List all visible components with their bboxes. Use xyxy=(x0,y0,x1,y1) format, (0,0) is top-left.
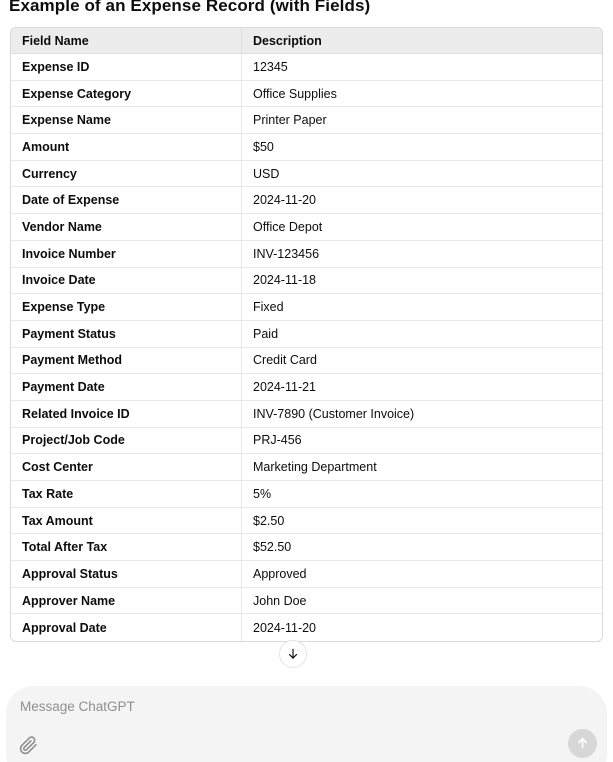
arrow-up-icon xyxy=(575,735,590,753)
field-name-cell: Expense Category xyxy=(11,81,242,108)
field-name-cell: Payment Status xyxy=(11,321,242,348)
table-row xyxy=(11,588,602,615)
field-name-cell: Payment Date xyxy=(11,374,242,401)
table-row xyxy=(11,614,602,641)
table-row xyxy=(11,534,602,561)
field-name-cell: Currency xyxy=(11,161,242,188)
description-cell: $52.50 xyxy=(242,534,602,561)
description-cell: Marketing Department xyxy=(242,454,602,481)
field-name-cell: Tax Amount xyxy=(11,508,242,535)
field-name-cell: Approver Name xyxy=(11,588,242,615)
table-row xyxy=(11,374,602,401)
field-name-cell: Invoice Date xyxy=(11,268,242,295)
description-cell: Office Depot xyxy=(242,214,602,241)
field-name-cell: Expense Type xyxy=(11,294,242,321)
table-row xyxy=(11,454,602,481)
field-name-cell: Approval Date xyxy=(11,614,242,641)
field-name-cell: Project/Job Code xyxy=(11,428,242,455)
field-name-cell: Invoice Number xyxy=(11,241,242,268)
table-row xyxy=(11,214,602,241)
field-name-cell: Expense ID xyxy=(11,54,242,81)
description-cell: $50 xyxy=(242,134,602,161)
table-row xyxy=(11,134,602,161)
table-row xyxy=(11,268,602,295)
description-cell: 2024-11-20 xyxy=(242,187,602,214)
field-name-cell: Payment Method xyxy=(11,348,242,375)
description-cell: USD xyxy=(242,161,602,188)
field-name-cell: Approval Status xyxy=(11,561,242,588)
table-row xyxy=(11,321,602,348)
description-cell: 5% xyxy=(242,481,602,508)
field-name-cell: Vendor Name xyxy=(11,214,242,241)
description-cell: PRJ-456 xyxy=(242,428,602,455)
field-name-cell: Cost Center xyxy=(11,454,242,481)
table-row xyxy=(11,54,602,81)
table-row xyxy=(11,481,602,508)
table-row xyxy=(11,508,602,535)
description-cell: INV-123456 xyxy=(242,241,602,268)
paperclip-icon xyxy=(19,736,38,758)
message-input[interactable]: Message ChatGPT xyxy=(20,699,135,714)
scroll-to-bottom-button[interactable] xyxy=(279,640,307,668)
description-cell: 2024-11-21 xyxy=(242,374,602,401)
message-composer[interactable] xyxy=(6,686,607,762)
description-cell: Office Supplies xyxy=(242,81,602,108)
description-cell: Paid xyxy=(242,321,602,348)
field-name-cell: Amount xyxy=(11,134,242,161)
field-name-cell: Tax Rate xyxy=(11,481,242,508)
table-header-row xyxy=(11,28,602,54)
table-row xyxy=(11,428,602,455)
description-cell: $2.50 xyxy=(242,508,602,535)
column-header-field-name: Field Name xyxy=(11,28,242,54)
table-row xyxy=(11,348,602,375)
description-cell: 12345 xyxy=(242,54,602,81)
field-name-cell: Date of Expense xyxy=(11,187,242,214)
table-row xyxy=(11,401,602,428)
table-row xyxy=(11,561,602,588)
field-name-cell: Total After Tax xyxy=(11,534,242,561)
field-name-cell: Expense Name xyxy=(11,107,242,134)
field-name-cell: Related Invoice ID xyxy=(11,401,242,428)
table-row xyxy=(11,241,602,268)
expense-record-table xyxy=(10,27,603,642)
table-row xyxy=(11,294,602,321)
description-cell: John Doe xyxy=(242,588,602,615)
table-row xyxy=(11,81,602,108)
column-header-description: Description xyxy=(242,28,602,54)
description-cell: INV-7890 (Customer Invoice) xyxy=(242,401,602,428)
description-cell: Approved xyxy=(242,561,602,588)
description-cell: Credit Card xyxy=(242,348,602,375)
description-cell: 2024-11-20 xyxy=(242,614,602,641)
description-cell: Printer Paper xyxy=(242,107,602,134)
attach-file-button[interactable] xyxy=(14,733,42,761)
send-button[interactable] xyxy=(568,729,597,758)
table-row xyxy=(11,161,602,188)
description-cell: Fixed xyxy=(242,294,602,321)
arrow-down-icon xyxy=(286,647,300,661)
page-title: Example of an Expense Record (with Fields) xyxy=(9,0,371,15)
table-row xyxy=(11,107,602,134)
table-row xyxy=(11,187,602,214)
description-cell: 2024-11-18 xyxy=(242,268,602,295)
